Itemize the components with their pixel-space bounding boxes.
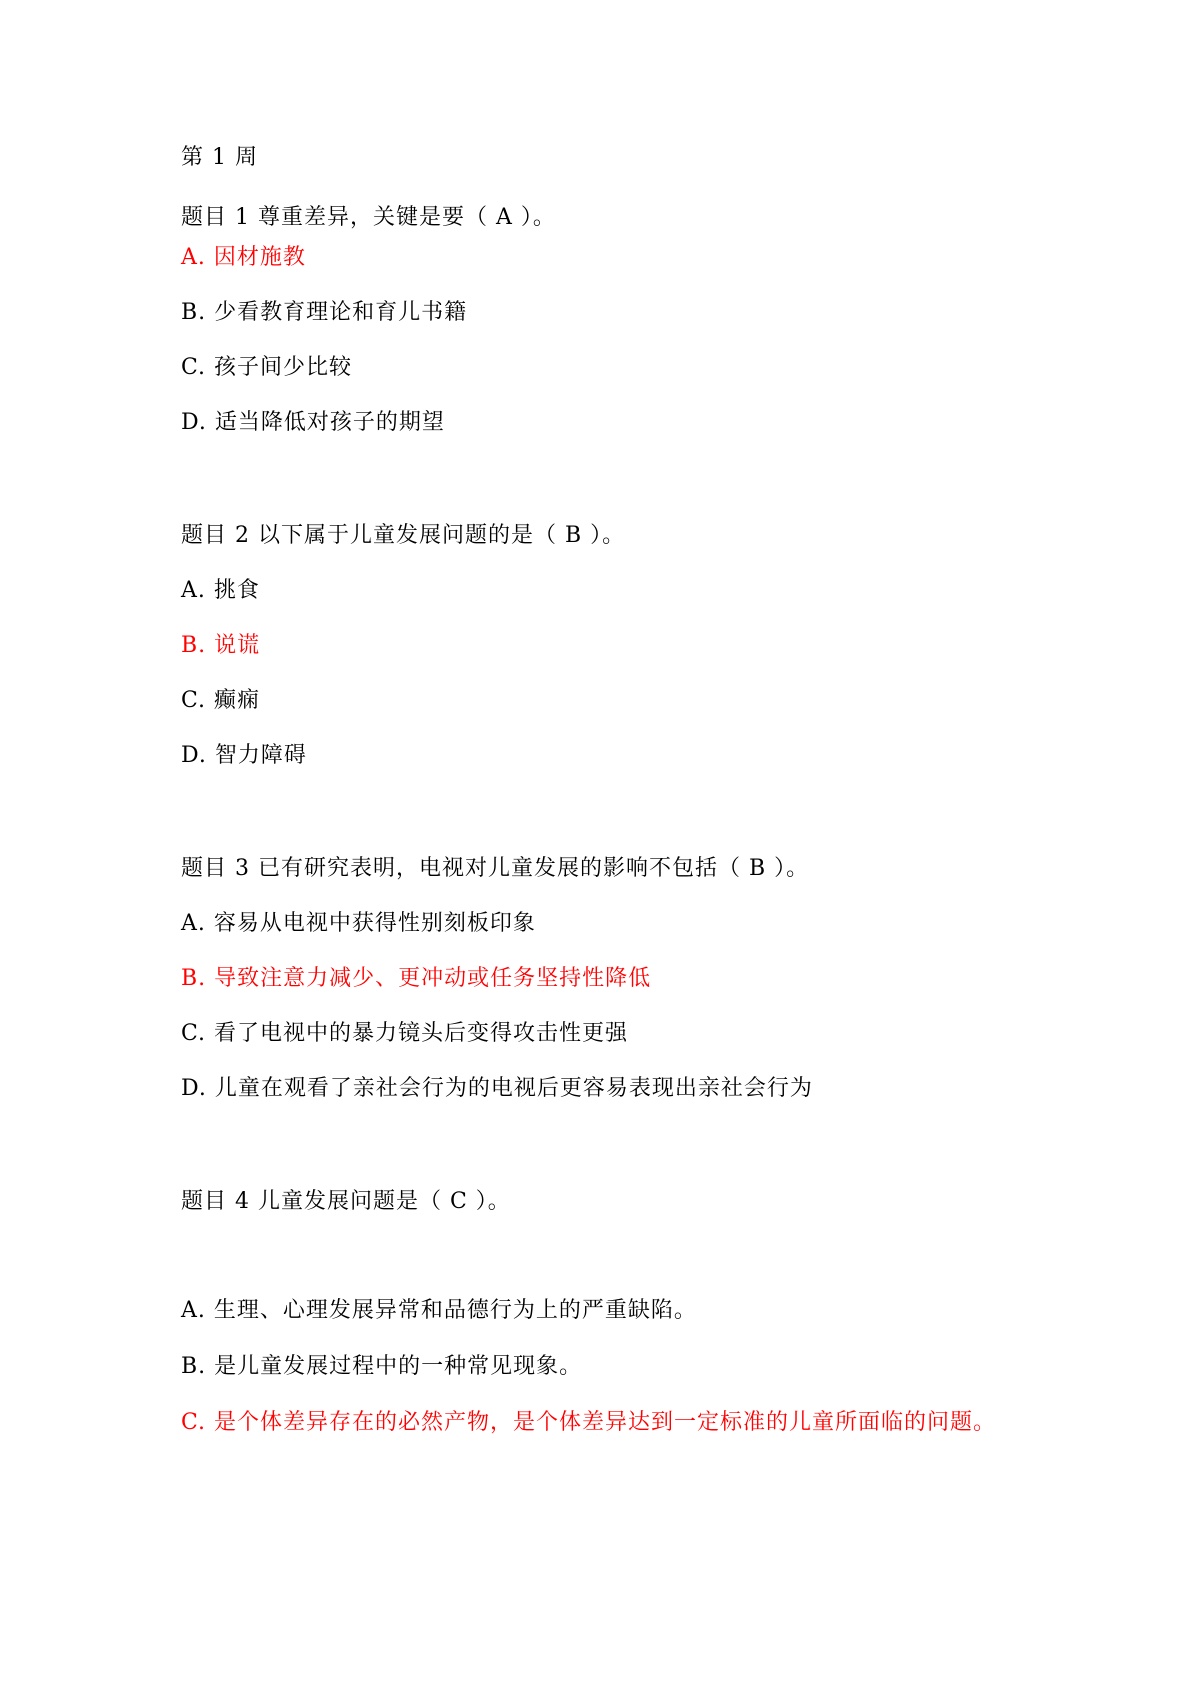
- question-1-option-c: C. 孩子间少比较: [181, 355, 353, 380]
- question-3-option-b: B. 导致注意力减少、更冲动或任务坚持性降低: [181, 966, 652, 991]
- question-2-option-a: A. 挑食: [181, 578, 260, 603]
- question-1-option-d: D. 适当降低对孩子的期望: [181, 410, 445, 435]
- question-2-stem: 题目 2 以下属于儿童发展问题的是（ B ）。: [181, 523, 626, 548]
- question-2-option-b: B. 说谎: [181, 633, 261, 658]
- question-1-option-b: B. 少看教育理论和育儿书籍: [181, 300, 468, 325]
- week-heading: 第 1 周: [181, 145, 258, 170]
- question-3-stem: 题目 3 已有研究表明，电视对儿童发展的影响不包括（ B ）。: [181, 856, 810, 881]
- question-1-option-a: A. 因材施教: [181, 245, 306, 270]
- question-2-option-c: C. 癫痫: [181, 688, 261, 713]
- question-3-option-d: D. 儿童在观看了亲社会行为的电视后更容易表现出亲社会行为: [181, 1076, 813, 1101]
- question-2-option-d: D. 智力障碍: [181, 743, 307, 768]
- question-4-option-b: B. 是儿童发展过程中的一种常见现象。: [181, 1354, 583, 1379]
- question-4-option-a: A. 生理、心理发展异常和品德行为上的严重缺陷。: [181, 1298, 697, 1323]
- question-4-stem: 题目 4 儿童发展问题是（ C ）。: [181, 1189, 511, 1214]
- question-4-option-c: C. 是个体差异存在的必然产物，是个体差异达到一定标准的儿童所面临的问题。: [181, 1410, 997, 1435]
- question-3-option-a: A. 容易从电视中获得性别刻板印象: [181, 911, 536, 936]
- question-3-option-c: C. 看了电视中的暴力镜头后变得攻击性更强: [181, 1021, 629, 1046]
- question-1-stem: 题目 1 尊重差异，关键是要（ A ）。: [181, 205, 556, 230]
